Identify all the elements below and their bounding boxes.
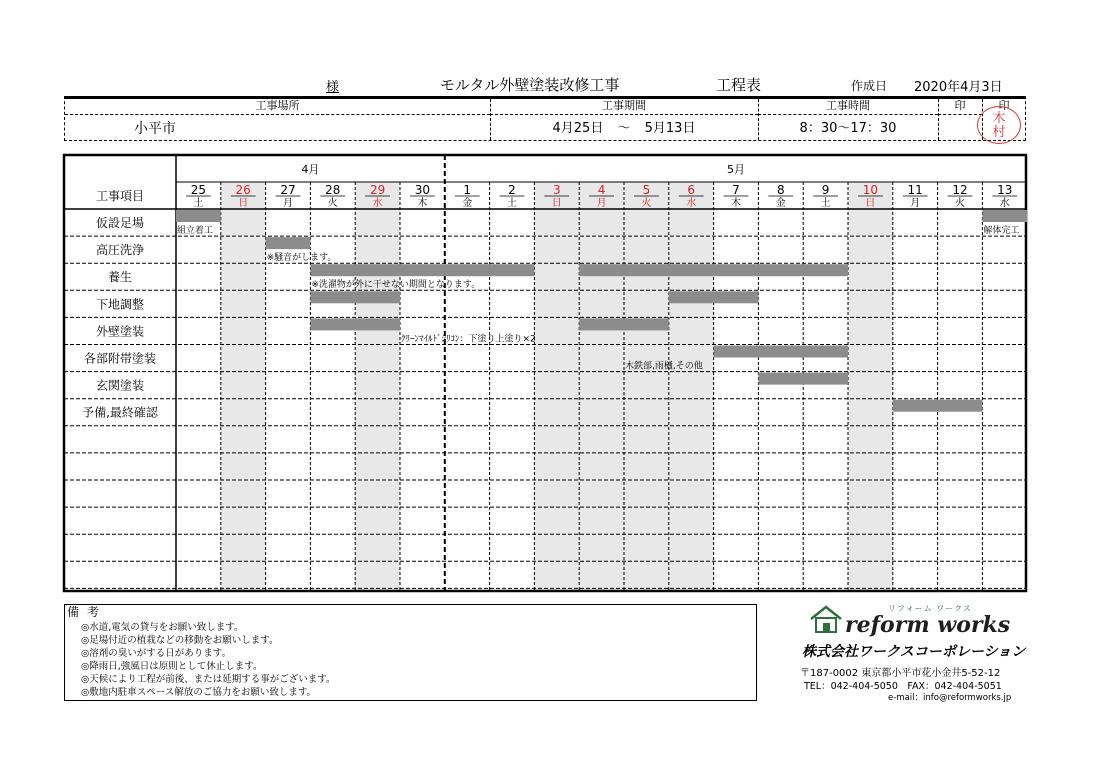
holiday-column-shade bbox=[848, 182, 893, 591]
stamp-line-1: 木 bbox=[992, 111, 1006, 126]
task-label: 玄関塗装 bbox=[95, 378, 145, 393]
place-label: 工事場所 bbox=[65, 99, 490, 115]
day-number: 2 bbox=[508, 183, 516, 197]
task-note: 木鉄部,雨樋,その他 bbox=[625, 361, 703, 372]
day-number: 29 bbox=[369, 183, 386, 197]
task-bar bbox=[266, 237, 311, 249]
weekday: 水 bbox=[686, 198, 697, 209]
hours-value: 8：30～17：30 bbox=[799, 121, 897, 136]
company-logo-sub: リフォーム ワークス bbox=[888, 604, 973, 613]
day-number: 3 bbox=[552, 183, 561, 197]
seal-label-1: 印 bbox=[938, 99, 982, 115]
day-number: 7 bbox=[732, 183, 740, 197]
place-value: 小平市 bbox=[134, 121, 176, 137]
task-bar bbox=[982, 210, 1027, 222]
remark-line: ◎溶剤の臭いがする日があります。 bbox=[81, 648, 232, 659]
weekday: 金 bbox=[462, 198, 473, 209]
company-email: e-mail：info@reformworks.jp bbox=[888, 693, 1012, 703]
weekday: 火 bbox=[327, 198, 338, 209]
day-number: 8 bbox=[776, 183, 785, 197]
weekday: 金 bbox=[775, 198, 786, 209]
remarks-title: 備考 bbox=[67, 605, 108, 619]
task-bar bbox=[579, 318, 669, 330]
remark-line: ◎水道,電気の貸与をお願い致します。 bbox=[81, 622, 244, 633]
period-end: 5月13日 bbox=[644, 121, 696, 136]
day-number: 5 bbox=[642, 183, 651, 197]
weekday: 木 bbox=[731, 198, 741, 209]
weekday: 土 bbox=[193, 198, 204, 209]
stamp-line-2: 村 bbox=[992, 125, 1006, 140]
task-note: ※騒音がします。 bbox=[266, 253, 337, 264]
weekday: 日 bbox=[238, 198, 249, 209]
task-bar bbox=[176, 210, 221, 222]
weekday: 日 bbox=[551, 198, 562, 209]
company-logo-text: reform works bbox=[845, 612, 1011, 638]
task-bar bbox=[310, 291, 400, 303]
weekday: 木 bbox=[417, 198, 428, 209]
holiday-column-shade bbox=[669, 182, 714, 591]
task-bar bbox=[669, 291, 759, 303]
month-may: 5月 bbox=[727, 163, 745, 176]
holiday-column-shade bbox=[534, 182, 579, 591]
holiday-column-shade bbox=[624, 182, 669, 591]
day-number: 25 bbox=[190, 183, 207, 197]
task-bar bbox=[714, 346, 848, 358]
weekday: 水 bbox=[372, 198, 383, 209]
remark-line: ◎降雨日,強風日は原則として休止します。 bbox=[81, 661, 263, 672]
holiday-column-shade bbox=[579, 182, 624, 591]
period-separator: ～ bbox=[617, 121, 631, 136]
weekday: 水 bbox=[999, 198, 1010, 209]
day-number: 13 bbox=[997, 183, 1013, 197]
day-number: 9 bbox=[821, 183, 830, 197]
seal-label-2: 印 bbox=[998, 99, 1010, 112]
day-number: 1 bbox=[463, 183, 472, 197]
company-name: 株式会社ワークスコーポレーション bbox=[802, 644, 1026, 660]
period-label: 工事期間 bbox=[490, 99, 758, 115]
task-bar bbox=[579, 264, 848, 276]
weekday: 月 bbox=[910, 198, 921, 209]
task-bar bbox=[893, 400, 983, 412]
holiday-column-shade bbox=[221, 182, 266, 591]
weekday: 火 bbox=[641, 198, 652, 209]
item-header: 工事項目 bbox=[95, 189, 145, 203]
task-note: ※洗濯物が外に干せない期間となります。 bbox=[311, 280, 481, 291]
weekday: 月 bbox=[596, 198, 607, 209]
day-number: 4 bbox=[597, 183, 606, 197]
task-label: 高圧洗浄 bbox=[95, 243, 145, 258]
day-number: 11 bbox=[907, 183, 923, 197]
created-date: 2020年4月3日 bbox=[914, 80, 1003, 95]
created-label: 作成日 bbox=[851, 79, 888, 93]
task-label: 仮設足場 bbox=[95, 216, 145, 230]
weekday: 月 bbox=[283, 198, 293, 209]
task-note: ｸﾘｰﾝﾏｲﾙﾄﾞｼﾘｺﾝ：下塗り上塗り×2 bbox=[401, 334, 536, 345]
remark-line: ◎天候により工程が前後、または延期する事がございます。 bbox=[81, 674, 336, 685]
task-bar bbox=[758, 373, 848, 385]
weekday: 火 bbox=[955, 198, 965, 209]
house-icon bbox=[808, 604, 844, 634]
day-number: 30 bbox=[414, 183, 431, 197]
weekday: 土 bbox=[507, 198, 517, 209]
month-april: 4月 bbox=[301, 163, 320, 176]
company-tel-fax: TEL：042-404-5050 FAX：042-404-5051 bbox=[804, 681, 1002, 692]
day-number: 12 bbox=[952, 183, 968, 197]
weekday: 土 bbox=[820, 198, 831, 209]
task-label: 各部附帯塗装 bbox=[83, 351, 157, 366]
task-label: 養生 bbox=[107, 270, 133, 285]
day-number: 26 bbox=[235, 183, 251, 197]
company-address: 〒187-0002 東京都小平市花小金井5-52-12 bbox=[800, 668, 1001, 679]
task-note: 組立着工 bbox=[177, 226, 214, 236]
day-number: 10 bbox=[862, 183, 879, 197]
task-bar bbox=[310, 264, 534, 276]
period-start: 4月25日 bbox=[552, 121, 604, 136]
day-number: 6 bbox=[687, 183, 696, 197]
day-number: 27 bbox=[280, 183, 296, 197]
day-number: 28 bbox=[325, 183, 341, 197]
task-label: 予備,最終確認 bbox=[82, 405, 158, 420]
remarks-box bbox=[64, 604, 757, 701]
weekday: 日 bbox=[865, 198, 876, 209]
remark-line: ◎敷地内駐車スペース解放のご協力をお願い致します。 bbox=[81, 687, 317, 698]
task-label: 外壁塗装 bbox=[95, 324, 145, 339]
document-title: モルタル外壁塗装改修工事 bbox=[440, 76, 620, 94]
holiday-column-shade bbox=[355, 182, 400, 591]
task-note: 解体完工 bbox=[983, 226, 1020, 236]
document-type: 工程表 bbox=[716, 76, 762, 94]
remark-line: ◎足場付近の植栽などの移動をお願いします。 bbox=[81, 635, 279, 646]
hours-label: 工事時間 bbox=[758, 99, 938, 115]
task-bar bbox=[310, 318, 400, 330]
customer-honorific: 様 bbox=[326, 80, 340, 95]
task-label: 下地調整 bbox=[95, 297, 145, 312]
